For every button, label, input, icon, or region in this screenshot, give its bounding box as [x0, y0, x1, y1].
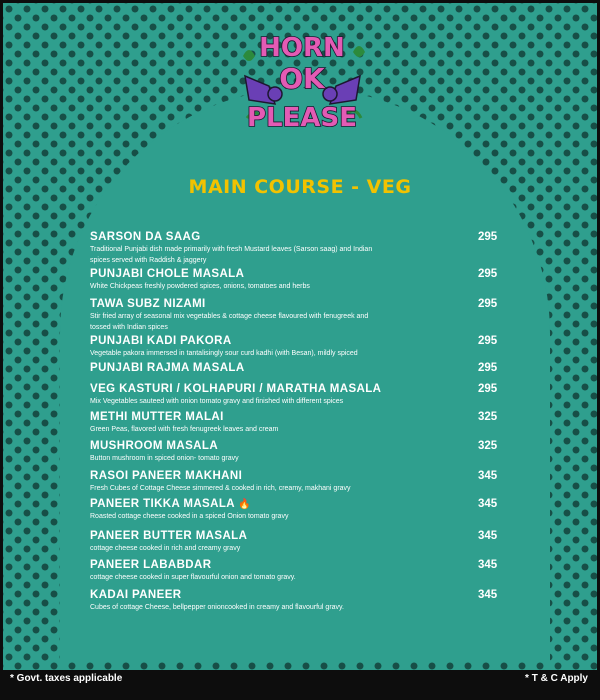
menu-item-name-text: TAWA SUBZ NIZAMI	[90, 298, 206, 310]
menu-item-name	[90, 559, 510, 572]
menu-item	[90, 362, 510, 375]
menu-item-name-text: VEG KASTURI / KOLHAPURI / MARATHA MASALA	[90, 383, 382, 395]
menu-item-name-text: METHI MUTTER MALAI	[90, 411, 224, 423]
menu-item-price: 325	[478, 440, 498, 452]
footer-bar	[0, 670, 600, 700]
menu-item-description: cottage cheese cooked in rich and creamy gravy	[90, 545, 241, 552]
menu-item-price: 345	[478, 498, 498, 510]
menu-item-description: Stir fried array of seasonal mix vegetables & cottage cheese flavoured with fenugreek and tossed with Indian spices	[90, 313, 369, 331]
menu-item-name	[90, 383, 510, 396]
frame-border-top	[0, 0, 600, 3]
svg-text:PLEASE: PLEASE	[247, 103, 357, 133]
menu-item-description: cottage cheese cooked in super flavourful onion and tomato gravy.	[90, 574, 296, 581]
menu-item-name	[90, 298, 510, 311]
menu-item-name-text: KADAI PANEER	[90, 589, 182, 601]
menu-item-description: Traditional Punjabi dish made primarily with fresh Mustard leaves (Sarson saag) and Indian spices served with Raddish & jaggery	[90, 246, 373, 264]
menu-item-description: Roasted cottage cheese cooked in a spiced Onion tomato gravy	[90, 513, 289, 520]
menu-item-price: 345	[478, 559, 498, 571]
menu-item	[90, 411, 510, 435]
menu-item-description: Mix Vegetables sauteed with onion tomato gravy and finished with different spices	[90, 398, 344, 405]
menu-item-price: 295	[478, 335, 498, 347]
svg-text:HORN: HORN	[259, 33, 345, 63]
menu-item-description: Button mushroom in spiced onion- tomato gravy	[90, 455, 239, 462]
menu-item-name	[90, 231, 510, 244]
menu-item	[90, 470, 510, 494]
menu-item	[90, 498, 510, 522]
menu-item-name-text: PUNJABI CHOLE MASALA	[90, 268, 245, 280]
tax-note: * Govt. taxes applicable	[10, 673, 123, 684]
menu-item	[90, 440, 510, 464]
terms-note: * T & C Apply	[525, 673, 588, 684]
menu-item-name-text: PUNJABI RAJMA MASALA	[90, 362, 245, 374]
menu-item-name	[90, 440, 510, 453]
menu-item-name	[90, 470, 510, 483]
menu-item-description: Vegetable pakora immersed in tantalisingly sour curd kadhi (with Besan), mildly spiced	[90, 350, 358, 357]
menu-item	[90, 589, 510, 613]
menu-item-description: White Chickpeas freshly powdered spices, onions, tomatoes and herbs	[90, 283, 310, 290]
menu-item-name	[90, 335, 510, 348]
menu-item-name-text: PANEER LABABDAR	[90, 559, 212, 571]
menu-item-price: 295	[478, 268, 498, 280]
menu-item	[90, 383, 510, 407]
menu-item-description: Fresh Cubes of Cottage Cheese simmered & cooked in rich, creamy, makhani gravy	[90, 485, 351, 492]
menu-item-description: Green Peas, flavored with fresh fenugreek leaves and cream	[90, 426, 279, 433]
menu-item	[90, 231, 510, 266]
menu-item-name	[90, 362, 510, 375]
menu-item	[90, 559, 510, 583]
svg-text:OK: OK	[279, 62, 325, 95]
menu-item-name-text: PANEER BUTTER MASALA	[90, 530, 248, 542]
menu-item-name-text: RASOI PANEER MAKHANI	[90, 470, 243, 482]
horn-ok-please-logo	[235, 26, 370, 141]
menu-item-price: 345	[478, 589, 498, 601]
menu-item-name-text: PUNJABI KADI PAKORA	[90, 335, 232, 347]
menu-item-name	[90, 268, 510, 281]
menu-item-price: 295	[478, 231, 498, 243]
menu-item-description: Cubes of cottage Cheese, bellpepper onioncooked in creamy and flavourful gravy.	[90, 604, 344, 611]
section-title: MAIN COURSE - VEG	[188, 176, 412, 198]
menu-item-name-text: PANEER TIKKA MASALA	[90, 498, 235, 510]
menu-item-price: 325	[478, 411, 498, 423]
menu-item	[90, 335, 510, 359]
menu-item-name	[90, 411, 510, 424]
menu-item-price: 295	[478, 298, 498, 310]
menu-item-name	[90, 589, 510, 602]
fire-icon: 🔥	[234, 499, 251, 510]
menu-item-price: 295	[478, 362, 498, 374]
menu-item-price: 345	[478, 470, 498, 482]
menu-item-name-text: MUSHROOM MASALA	[90, 440, 219, 452]
menu-item-name-text: SARSON DA SAAG	[90, 231, 201, 243]
menu-item-name	[90, 498, 510, 511]
menu-item	[90, 530, 510, 554]
menu-item	[90, 268, 510, 292]
menu-item-name	[90, 530, 510, 543]
menu-item-price: 345	[478, 530, 498, 542]
frame-border-left	[0, 0, 3, 700]
menu-item-price: 295	[478, 383, 498, 395]
menu-item	[90, 298, 510, 333]
